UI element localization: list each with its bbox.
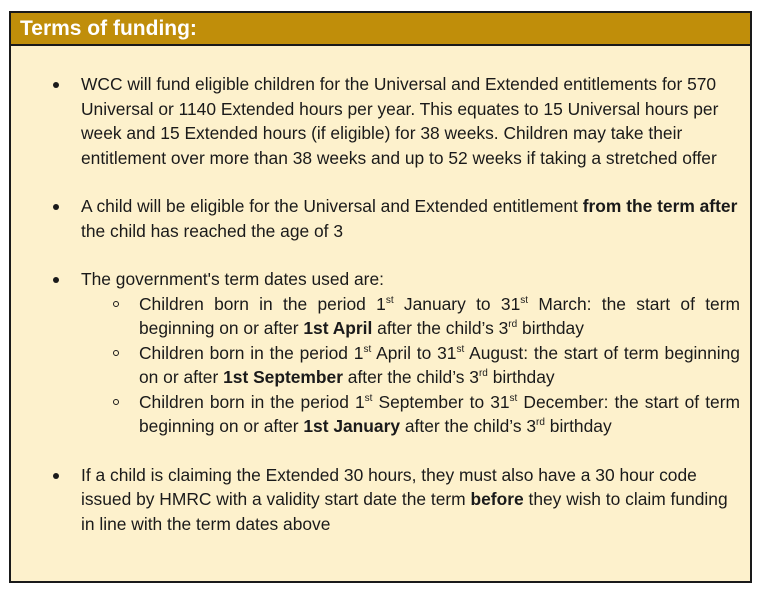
- sub-text: birthday: [544, 416, 612, 436]
- sub-text: after the child’s 3: [342, 367, 479, 387]
- bullet-dot-icon: [53, 277, 59, 283]
- sub-text: April to 31: [371, 342, 457, 363]
- bullet-dot-icon: [53, 82, 59, 88]
- hollow-circle-bullet-icon: [113, 350, 119, 356]
- superscript: rd: [478, 368, 488, 380]
- bullet-item-eligibility: [50, 194, 740, 243]
- bullet-text-post: they wish to claim funding in line with the term dates above: [81, 489, 728, 534]
- bullet-item-term-dates: [50, 267, 740, 439]
- bullet-text-pre: A child will be eligible for the Universal and Extended entitlement: [81, 196, 583, 216]
- bullet-text: The government's term dates used are:: [81, 269, 384, 289]
- sub-text: Children born in the period 1: [139, 293, 386, 314]
- hollow-circle-bullet-icon: [113, 399, 119, 405]
- bullet-text-bold: before: [470, 489, 524, 509]
- superscript: st: [456, 343, 465, 355]
- term-date-item: [109, 390, 740, 439]
- superscript: st: [509, 392, 518, 404]
- hollow-circle-bullet-icon: [113, 301, 119, 307]
- sub-text: Children born in the period 1: [139, 342, 364, 363]
- bullet-dot-icon: [53, 204, 59, 210]
- bullet-text: WCC will fund eligible children for the Universal and Extended entitlements for 570 Universal or 1140 Extended hours per year. This equates to 15 Universal hours per week and 15 Extended hours (if eligible) for 38 weeks. Children may take their entitlement over more than 38 weeks and up to 52 weeks if taking a stretched offer: [81, 74, 719, 168]
- bullet-item-extended-code: [50, 463, 740, 537]
- term-date-item: [109, 341, 740, 390]
- sub-text: December: the start of term beginning on or after: [139, 391, 740, 436]
- bullet-text-bold: from the term after: [582, 196, 738, 216]
- sub-text: September to 31: [372, 391, 510, 412]
- sub-text: after the child’s 3: [372, 318, 509, 338]
- term-date-item: [109, 292, 740, 341]
- sub-text: Children born in the period 1: [139, 391, 365, 412]
- panel-header: [11, 13, 750, 46]
- bullet-text-post: the child has reached the age of 3: [81, 220, 344, 241]
- superscript: st: [364, 392, 373, 404]
- panel-title: Terms of funding:: [20, 17, 197, 40]
- superscript: st: [520, 294, 529, 306]
- term-dates-list: [109, 292, 740, 439]
- sub-text-bold: 1st September: [223, 367, 343, 387]
- sub-text: birthday: [517, 318, 584, 338]
- bullet-item-funding: [50, 72, 740, 170]
- sub-text-bold: 1st January: [303, 416, 401, 436]
- sub-text: January to 31: [393, 293, 521, 314]
- sub-text: March: the start of term beginning on or after: [139, 293, 740, 338]
- sub-text: August: the start of term beginning on or after: [139, 342, 740, 387]
- terms-of-funding-panel: [9, 11, 752, 583]
- sub-text-bold: 1st April: [303, 318, 373, 338]
- panel-content: [11, 46, 750, 536]
- superscript: st: [363, 343, 372, 355]
- bullet-dot-icon: [53, 473, 59, 479]
- superscript: rd: [508, 319, 518, 331]
- superscript: st: [385, 294, 394, 306]
- sub-text: after the child’s 3: [400, 416, 537, 436]
- sub-text: birthday: [487, 367, 555, 387]
- bullet-text-pre: If a child is claiming the Extended 30 hours, they must also have a 30 hour code issued by HMRC with a validity start date the term: [81, 464, 697, 509]
- superscript: rd: [536, 417, 545, 429]
